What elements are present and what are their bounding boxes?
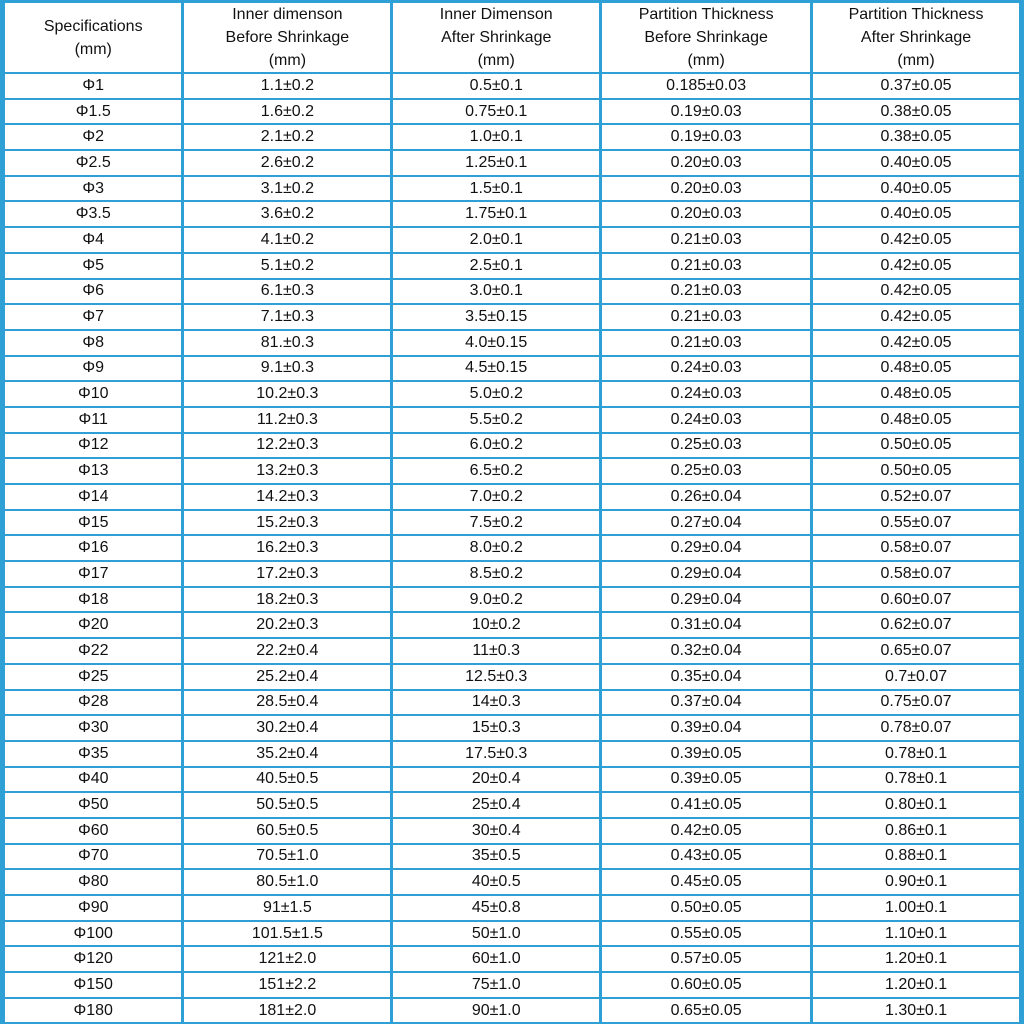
table-cell: Φ6: [5, 280, 181, 304]
table-cell: 101.5±1.5: [184, 922, 390, 946]
table-row: [5, 254, 1019, 278]
table-cell: 1.30±0.1: [813, 999, 1019, 1023]
table-cell: 60.5±0.5: [184, 819, 390, 843]
table-cell: Φ3: [5, 177, 181, 201]
table-body: [5, 74, 1019, 1022]
table-cell: 0.21±0.03: [602, 254, 810, 278]
table-cell: 14.2±0.3: [184, 485, 390, 509]
table-cell: Φ80: [5, 870, 181, 894]
table-cell: 2.5±0.1: [393, 254, 599, 278]
table-cell: 0.78±0.07: [813, 716, 1019, 740]
table-cell: 0.39±0.05: [602, 768, 810, 792]
table-cell: 9.1±0.3: [184, 357, 390, 381]
table-cell: Φ18: [5, 588, 181, 612]
table-cell: 11±0.3: [393, 639, 599, 663]
table-row: [5, 357, 1019, 381]
table-cell: Φ7: [5, 305, 181, 329]
table-cell: 6.5±0.2: [393, 459, 599, 483]
table-cell: 0.20±0.03: [602, 151, 810, 175]
header-line: Inner dimenson: [232, 6, 343, 23]
table-cell: Φ30: [5, 716, 181, 740]
table-row: [5, 588, 1019, 612]
table-cell: 1.20±0.1: [813, 947, 1019, 971]
table-cell: 0.80±0.1: [813, 793, 1019, 817]
table-cell: 0.5±0.1: [393, 74, 599, 98]
header-line: (mm): [74, 40, 112, 58]
table-cell: 1.5±0.1: [393, 177, 599, 201]
table-cell: Φ15: [5, 511, 181, 535]
table-cell: 0.19±0.03: [602, 100, 810, 124]
table-cell: 0.42±0.05: [813, 305, 1019, 329]
table-row: [5, 639, 1019, 663]
table-cell: Φ1: [5, 74, 181, 98]
table-cell: 3.0±0.1: [393, 280, 599, 304]
table-cell: 0.78±0.1: [813, 742, 1019, 766]
table-row: [5, 74, 1019, 98]
header-line: After Shrinkage: [860, 29, 972, 46]
table-cell: 25±0.4: [393, 793, 599, 817]
table-cell: 0.21±0.03: [602, 305, 810, 329]
table-cell: 11.2±0.3: [184, 408, 390, 432]
table-cell: 4.1±0.2: [184, 228, 390, 252]
table-cell: 9.0±0.2: [393, 588, 599, 612]
table-cell: 0.21±0.03: [602, 228, 810, 252]
table-cell: Φ2.5: [5, 151, 181, 175]
table-cell: Φ20: [5, 613, 181, 637]
table-cell: 0.50±0.05: [602, 896, 810, 920]
table-cell: 0.52±0.07: [813, 485, 1019, 509]
table-cell: 0.20±0.03: [602, 177, 810, 201]
table-cell: 0.39±0.05: [602, 742, 810, 766]
table-cell: 25.2±0.4: [184, 665, 390, 689]
table-cell: 40±0.5: [393, 870, 599, 894]
table-row: [5, 485, 1019, 509]
table-cell: 1.00±0.1: [813, 896, 1019, 920]
table-cell: Φ11: [5, 408, 181, 432]
table-cell: 1.75±0.1: [393, 202, 599, 226]
table-cell: Φ180: [5, 999, 181, 1023]
table-cell: 0.58±0.07: [813, 562, 1019, 586]
table-row: [5, 151, 1019, 175]
table-cell: Φ100: [5, 922, 181, 946]
header-line: Before Shrinkage: [225, 29, 350, 46]
table-cell: Φ8: [5, 331, 181, 355]
table-cell: 1.0±0.1: [393, 125, 599, 149]
table-cell: Φ4: [5, 228, 181, 252]
table-cell: 0.25±0.03: [602, 459, 810, 483]
table-cell: Φ10: [5, 382, 181, 406]
table-row: [5, 691, 1019, 715]
table-cell: Φ3.5: [5, 202, 181, 226]
table-cell: Φ14: [5, 485, 181, 509]
table-row: [5, 819, 1019, 843]
table-row: [5, 305, 1019, 329]
table-cell: 81.±0.3: [184, 331, 390, 355]
table-cell: 151±2.2: [184, 973, 390, 997]
table-cell: 3.6±0.2: [184, 202, 390, 226]
table-cell: 80.5±1.0: [184, 870, 390, 894]
table-cell: 0.45±0.05: [602, 870, 810, 894]
table-cell: 10.2±0.3: [184, 382, 390, 406]
header-line: (mm): [268, 52, 307, 69]
table-row: [5, 511, 1019, 535]
table-cell: 0.24±0.03: [602, 382, 810, 406]
table-cell: 0.39±0.04: [602, 716, 810, 740]
table-cell: 0.90±0.1: [813, 870, 1019, 894]
header-line: Before Shrinkage: [644, 29, 768, 46]
table-cell: Φ60: [5, 819, 181, 843]
table-cell: Φ40: [5, 768, 181, 792]
table-cell: 50±1.0: [393, 922, 599, 946]
table-cell: 17.5±0.3: [393, 742, 599, 766]
table-cell: 0.78±0.1: [813, 768, 1019, 792]
table-cell: Φ2: [5, 125, 181, 149]
table-row: [5, 768, 1019, 792]
table-cell: 0.42±0.05: [813, 331, 1019, 355]
table-cell: 12.2±0.3: [184, 434, 390, 458]
header-line: (mm): [687, 52, 725, 69]
table-cell: 0.26±0.04: [602, 485, 810, 509]
table-cell: 0.38±0.05: [813, 125, 1019, 149]
table-cell: 0.37±0.04: [602, 691, 810, 715]
table-cell: 6.1±0.3: [184, 280, 390, 304]
table-cell: 0.37±0.05: [813, 74, 1019, 98]
table-cell: 16.2±0.3: [184, 536, 390, 560]
table-row: [5, 434, 1019, 458]
table-row: [5, 459, 1019, 483]
table-cell: 6.0±0.2: [393, 434, 599, 458]
table-cell: 12.5±0.3: [393, 665, 599, 689]
table-cell: Φ50: [5, 793, 181, 817]
table-cell: 0.57±0.05: [602, 947, 810, 971]
table-cell: 181±2.0: [184, 999, 390, 1023]
table-row: [5, 382, 1019, 406]
table-cell: 8.0±0.2: [393, 536, 599, 560]
table-cell: 35±0.5: [393, 845, 599, 869]
table-cell: 91±1.5: [184, 896, 390, 920]
table-cell: Φ120: [5, 947, 181, 971]
table-row: [5, 922, 1019, 946]
table-cell: Φ1.5: [5, 100, 181, 124]
table-cell: Φ90: [5, 896, 181, 920]
table-row: [5, 613, 1019, 637]
table-cell: 1.1±0.2: [184, 74, 390, 98]
table-row: [5, 896, 1019, 920]
table-cell: 0.50±0.05: [813, 459, 1019, 483]
table-cell: 0.21±0.03: [602, 280, 810, 304]
table-cell: 0.86±0.1: [813, 819, 1019, 843]
header-row: [5, 3, 1019, 72]
table-cell: 0.60±0.05: [602, 973, 810, 997]
header-line: After Shrinkage: [441, 29, 552, 46]
header-line: (mm): [477, 52, 515, 69]
table-cell: 10±0.2: [393, 613, 599, 637]
table-cell: 13.2±0.3: [184, 459, 390, 483]
table-cell: 0.24±0.03: [602, 408, 810, 432]
table-cell: 121±2.0: [184, 947, 390, 971]
table-cell: 4.5±0.15: [393, 357, 599, 381]
header-line: Inner Dimenson: [439, 6, 553, 23]
table-cell: 0.31±0.04: [602, 613, 810, 637]
table-cell: 0.29±0.04: [602, 588, 810, 612]
table-cell: 50.5±0.5: [184, 793, 390, 817]
table-cell: 0.42±0.05: [813, 228, 1019, 252]
table-cell: 7.1±0.3: [184, 305, 390, 329]
table-header: [5, 3, 1019, 72]
table-cell: 0.65±0.05: [602, 999, 810, 1023]
table-cell: 0.19±0.03: [602, 125, 810, 149]
table-row: [5, 536, 1019, 560]
header-line: Partition Thickness: [638, 6, 774, 23]
table-cell: 4.0±0.15: [393, 331, 599, 355]
table-cell: 0.48±0.05: [813, 408, 1019, 432]
table-cell: 60±1.0: [393, 947, 599, 971]
table-cell: 1.6±0.2: [184, 100, 390, 124]
table-cell: 0.42±0.05: [813, 254, 1019, 278]
table-cell: 30±0.4: [393, 819, 599, 843]
table-cell: Φ25: [5, 665, 181, 689]
table-cell: Φ70: [5, 845, 181, 869]
table-cell: 18.2±0.3: [184, 588, 390, 612]
table-row: [5, 202, 1019, 226]
table-cell: Φ12: [5, 434, 181, 458]
table-cell: 40.5±0.5: [184, 768, 390, 792]
table-row: [5, 665, 1019, 689]
table-cell: 0.41±0.05: [602, 793, 810, 817]
table-row: [5, 793, 1019, 817]
table-cell: 3.5±0.15: [393, 305, 599, 329]
table-cell: 0.60±0.07: [813, 588, 1019, 612]
table-row: [5, 408, 1019, 432]
table-cell: Φ150: [5, 973, 181, 997]
table-cell: 20±0.4: [393, 768, 599, 792]
table-cell: 28.5±0.4: [184, 691, 390, 715]
table-cell: 1.20±0.1: [813, 973, 1019, 997]
table-row: [5, 947, 1019, 971]
table-row: [5, 177, 1019, 201]
table-cell: 14±0.3: [393, 691, 599, 715]
table-cell: Φ5: [5, 254, 181, 278]
table-cell: 1.25±0.1: [393, 151, 599, 175]
column-header-partition-before: [602, 3, 810, 72]
table-row: [5, 742, 1019, 766]
table-row: [5, 100, 1019, 124]
table-cell: 0.27±0.04: [602, 511, 810, 535]
table-cell: 0.58±0.07: [813, 536, 1019, 560]
table-cell: 0.25±0.03: [602, 434, 810, 458]
table-cell: Φ16: [5, 536, 181, 560]
table-cell: 0.185±0.03: [602, 74, 810, 98]
table-row: [5, 562, 1019, 586]
table-row: [5, 716, 1019, 740]
table-cell: 35.2±0.4: [184, 742, 390, 766]
table-cell: Φ9: [5, 357, 181, 381]
table-cell: 0.20±0.03: [602, 202, 810, 226]
table-cell: 17.2±0.3: [184, 562, 390, 586]
table-row: [5, 228, 1019, 252]
table-cell: 0.24±0.03: [602, 357, 810, 381]
table-cell: 0.21±0.03: [602, 331, 810, 355]
header-line: (mm): [897, 52, 935, 69]
table-cell: 0.62±0.07: [813, 613, 1019, 637]
table-row: [5, 973, 1019, 997]
table-cell: Φ35: [5, 742, 181, 766]
header-line: Partition Thickness: [848, 6, 984, 23]
table-cell: 75±1.0: [393, 973, 599, 997]
column-header-partition-after: [813, 3, 1019, 72]
table-cell: 0.35±0.04: [602, 665, 810, 689]
table-cell: 15±0.3: [393, 716, 599, 740]
table-cell: 30.2±0.4: [184, 716, 390, 740]
table-cell: 0.43±0.05: [602, 845, 810, 869]
table-cell: Φ17: [5, 562, 181, 586]
table-cell: 0.48±0.05: [813, 357, 1019, 381]
table-cell: 0.50±0.05: [813, 434, 1019, 458]
column-header-inner-before: [184, 3, 390, 72]
table-row: [5, 845, 1019, 869]
table-cell: 0.75±0.07: [813, 691, 1019, 715]
table-row: [5, 870, 1019, 894]
table-cell: 0.55±0.05: [602, 922, 810, 946]
table-cell: 0.40±0.05: [813, 151, 1019, 175]
table-cell: 2.6±0.2: [184, 151, 390, 175]
table-cell: 7.0±0.2: [393, 485, 599, 509]
table-cell: 0.32±0.04: [602, 639, 810, 663]
table-cell: 0.65±0.07: [813, 639, 1019, 663]
table-cell: 15.2±0.3: [184, 511, 390, 535]
header-line: Specifications: [43, 17, 143, 35]
column-header-specifications: [5, 3, 181, 72]
table-cell: 0.38±0.05: [813, 100, 1019, 124]
table-cell: 45±0.8: [393, 896, 599, 920]
table-cell: 0.88±0.1: [813, 845, 1019, 869]
table-cell: 0.42±0.05: [602, 819, 810, 843]
table-cell: Φ28: [5, 691, 181, 715]
table-cell: Φ13: [5, 459, 181, 483]
table-cell: Φ22: [5, 639, 181, 663]
table-row: [5, 331, 1019, 355]
table-row: [5, 125, 1019, 149]
table-row: [5, 280, 1019, 304]
table-cell: 70.5±1.0: [184, 845, 390, 869]
table-cell: 5.1±0.2: [184, 254, 390, 278]
table-cell: 1.10±0.1: [813, 922, 1019, 946]
table-cell: 0.48±0.05: [813, 382, 1019, 406]
table-cell: 2.0±0.1: [393, 228, 599, 252]
table-cell: 0.29±0.04: [602, 536, 810, 560]
table-cell: 90±1.0: [393, 999, 599, 1023]
table-cell: 7.5±0.2: [393, 511, 599, 535]
table-cell: 0.55±0.07: [813, 511, 1019, 535]
table-cell: 8.5±0.2: [393, 562, 599, 586]
table-cell: 0.29±0.04: [602, 562, 810, 586]
spec-table: [2, 1, 1022, 1024]
table-cell: 20.2±0.3: [184, 613, 390, 637]
table-cell: 22.2±0.4: [184, 639, 390, 663]
table-row: [5, 999, 1019, 1023]
table-cell: 0.40±0.05: [813, 177, 1019, 201]
table-cell: 0.40±0.05: [813, 202, 1019, 226]
table-cell: 0.42±0.05: [813, 280, 1019, 304]
table-cell: 0.75±0.1: [393, 100, 599, 124]
column-header-inner-after: [393, 3, 599, 72]
table-cell: 5.0±0.2: [393, 382, 599, 406]
table-cell: 2.1±0.2: [184, 125, 390, 149]
table-cell: 0.7±0.07: [813, 665, 1019, 689]
table-cell: 3.1±0.2: [184, 177, 390, 201]
table-cell: 5.5±0.2: [393, 408, 599, 432]
